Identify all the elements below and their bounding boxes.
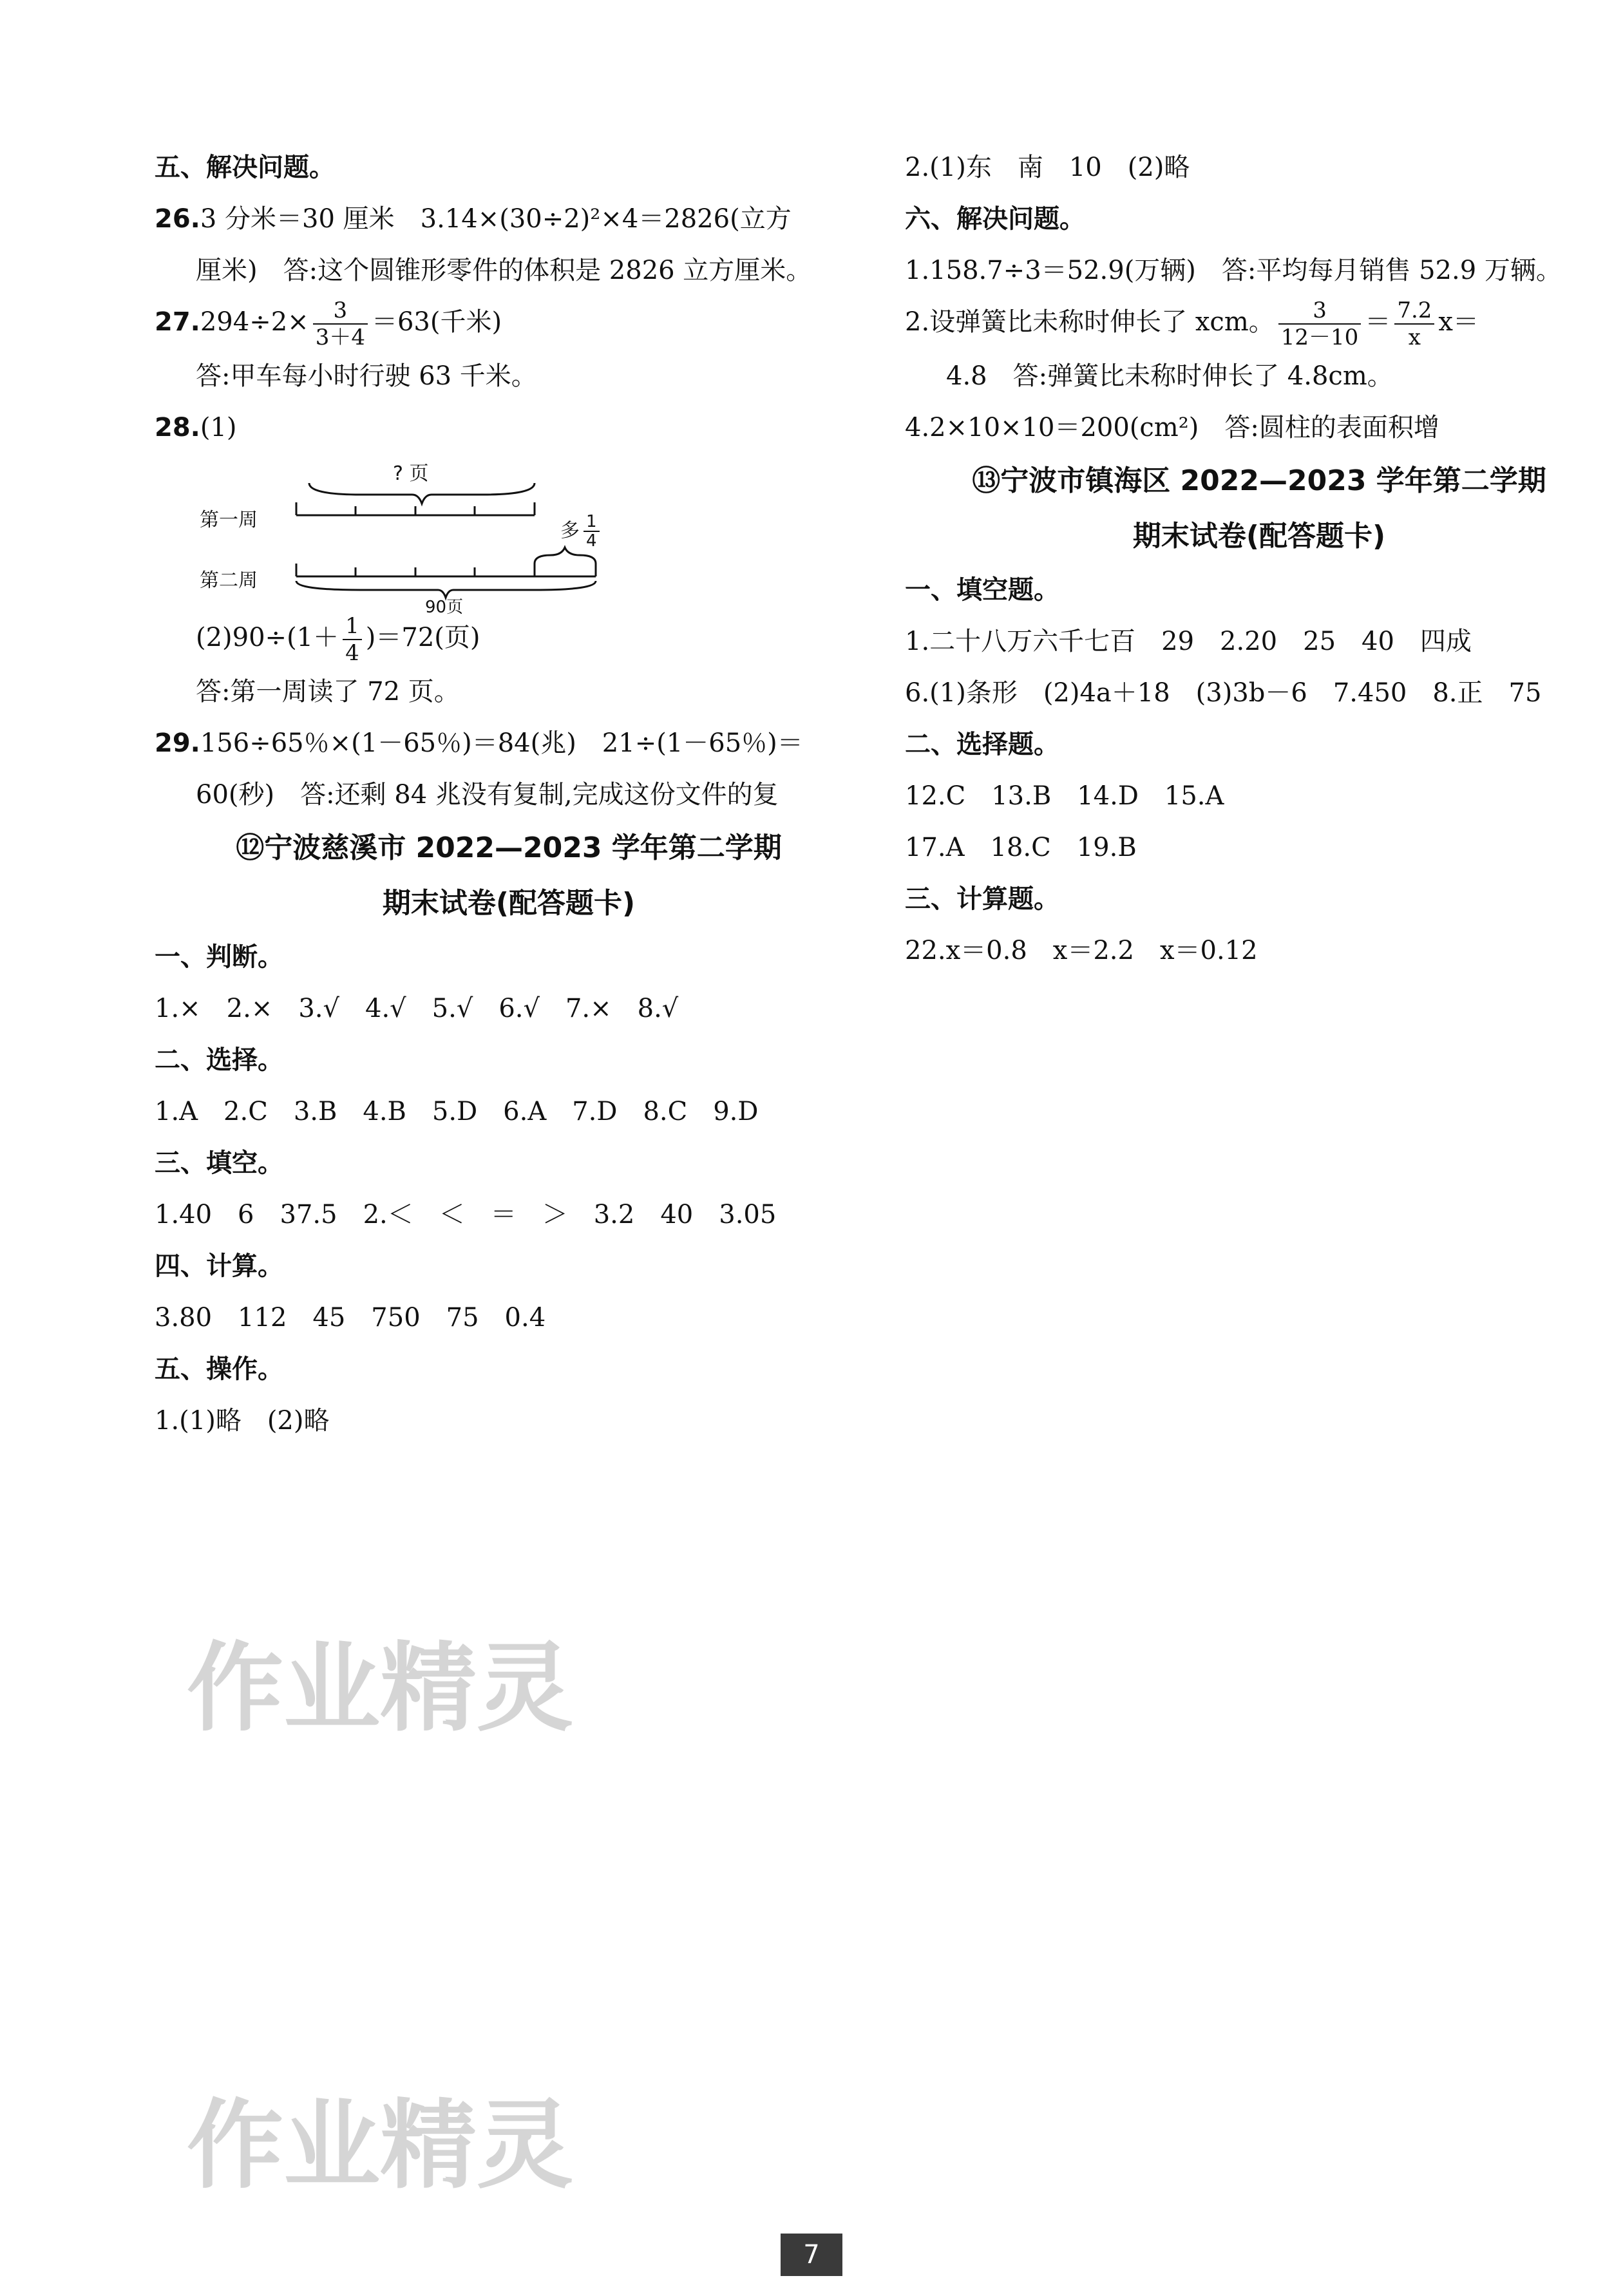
section-heading: 一、填空题。 <box>905 575 1059 605</box>
choice-answers-12: 12.C 13.B 14.D 15.A <box>905 781 1224 811</box>
section-heading: 三、计算题。 <box>905 884 1059 914</box>
answer-r6-1: 1.158.7÷3＝52.9(万辆) 答:平均每月销售 52.9 万辆。 <box>905 256 1562 285</box>
diagram-question-label: ? 页 <box>393 462 429 485</box>
section-heading: 四、计算。 <box>155 1251 283 1281</box>
exam-title-12: ⑫宁波慈溪市 2022—2023 学年第二学期 <box>236 831 782 864</box>
diagram-week1-label: 第一周 <box>200 509 258 531</box>
watermark: 作业精灵 <box>187 2090 574 2202</box>
answer-28: 28.(1) <box>155 413 237 442</box>
section-heading: 二、选择题。 <box>905 730 1059 759</box>
section-heading: 六、解决问题。 <box>905 204 1085 234</box>
judgement-answers: 1.× 2.× 3.√ 4.√ 5.√ 6.√ 7.× 8.√ <box>155 994 679 1023</box>
exam-subtitle-12: 期末试卷(配答题卡) <box>382 887 636 920</box>
answer-27: 27.294÷2× $\frac{3}{3+4}$ ＝63(千米) <box>155 298 502 350</box>
choice-answers-17: 17.A 18.C 19.B <box>905 833 1137 862</box>
answer-r6-2-cont: 4.8 答:弹簧比未称时伸长了 4.8cm。 <box>946 361 1393 391</box>
fill-answers-6: 6.(1)条形 (2)4a＋18 (3)3b－6 7.450 8.正 75 <box>905 678 1542 708</box>
answer-29-cont: 60(秒) 答:还剩 84 兆没有复制,完成这份文件的复 <box>196 780 779 810</box>
diagram-week2-label: 第二周 <box>200 569 258 592</box>
fill-answers-1: 1.40 6 37.5 2.＜ ＜ ＝ ＞ 3.2 40 3.05 <box>155 1200 777 1229</box>
fill-answers-1: 1.二十八万六千七百 29 2.20 25 40 四成 <box>905 627 1472 656</box>
answer-29: 29.156÷65％×(1－65％)＝84(兆) 21÷(1－65％)＝ <box>155 728 803 758</box>
exam-subtitle-13: 期末试卷(配答题卡) <box>1132 520 1386 553</box>
choice-answers: 1.A 2.C 3.B 4.B 5.D 6.A 7.D 8.C 9.D <box>155 1097 759 1126</box>
section-heading: 五、操作。 <box>155 1354 283 1384</box>
left-column <box>155 142 863 1447</box>
right-column <box>905 142 1613 976</box>
answer-26-cont: 厘米) 答:这个圆锥形零件的体积是 2826 立方厘米。 <box>196 256 812 285</box>
fraction: $\frac{7.2}{x}$ <box>1394 298 1434 350</box>
diagram-more-label: 多 $\frac{1}{4}$ <box>560 513 603 550</box>
answer-r6-2: 2.设弹簧比未称时伸长了 xcm。 $\frac{3}{12-10}$ ＝ $\frac{7.2}{x}$ x＝ <box>905 298 1479 350</box>
section-heading: 二、选择。 <box>155 1045 283 1075</box>
section-heading: 五、解决问题。 <box>155 153 335 182</box>
calc-answers-22: 22.x＝0.8 x＝2.2 x＝0.12 <box>905 936 1258 965</box>
answer-27-reply: 答:甲车每小时行驶 63 千米。 <box>196 361 537 391</box>
fraction: $\frac{3}{3+4}$ <box>313 298 368 350</box>
answer-28-reply: 答:第一周读了 72 页。 <box>196 677 460 707</box>
page-number: 7 <box>781 2234 842 2276</box>
week-comparison-diagram <box>200 457 650 617</box>
operation-answers: 1.(1)略 (2)略 <box>155 1406 330 1436</box>
section-heading: 一、判断。 <box>155 942 283 972</box>
calc-answers-3: 3.80 112 45 750 75 0.4 <box>155 1303 546 1333</box>
answer-28-part2: (2)90÷(1＋ $\frac{1}{4}$ )＝72(页) <box>196 613 480 666</box>
watermark: 作业精灵 <box>187 1633 574 1745</box>
answer-r2: 2.(1)东 南 10 (2)略 <box>905 153 1190 182</box>
exam-title-13: ⑬宁波市镇海区 2022—2023 学年第二学期 <box>972 464 1546 497</box>
answer-r6-4: 4.2×10×10＝200(cm²) 答:圆柱的表面积增 <box>905 413 1439 442</box>
fraction: $\frac{1}{4}$ <box>343 613 362 666</box>
diagram-total-label: 90页 <box>425 598 464 617</box>
section-heading: 三、填空。 <box>155 1148 283 1178</box>
answer-26: 26.3 分米＝30 厘米 3.14×(30÷2)²×4＝2826(立方 <box>155 204 792 234</box>
fraction: $\frac{3}{12-10}$ <box>1278 298 1362 350</box>
